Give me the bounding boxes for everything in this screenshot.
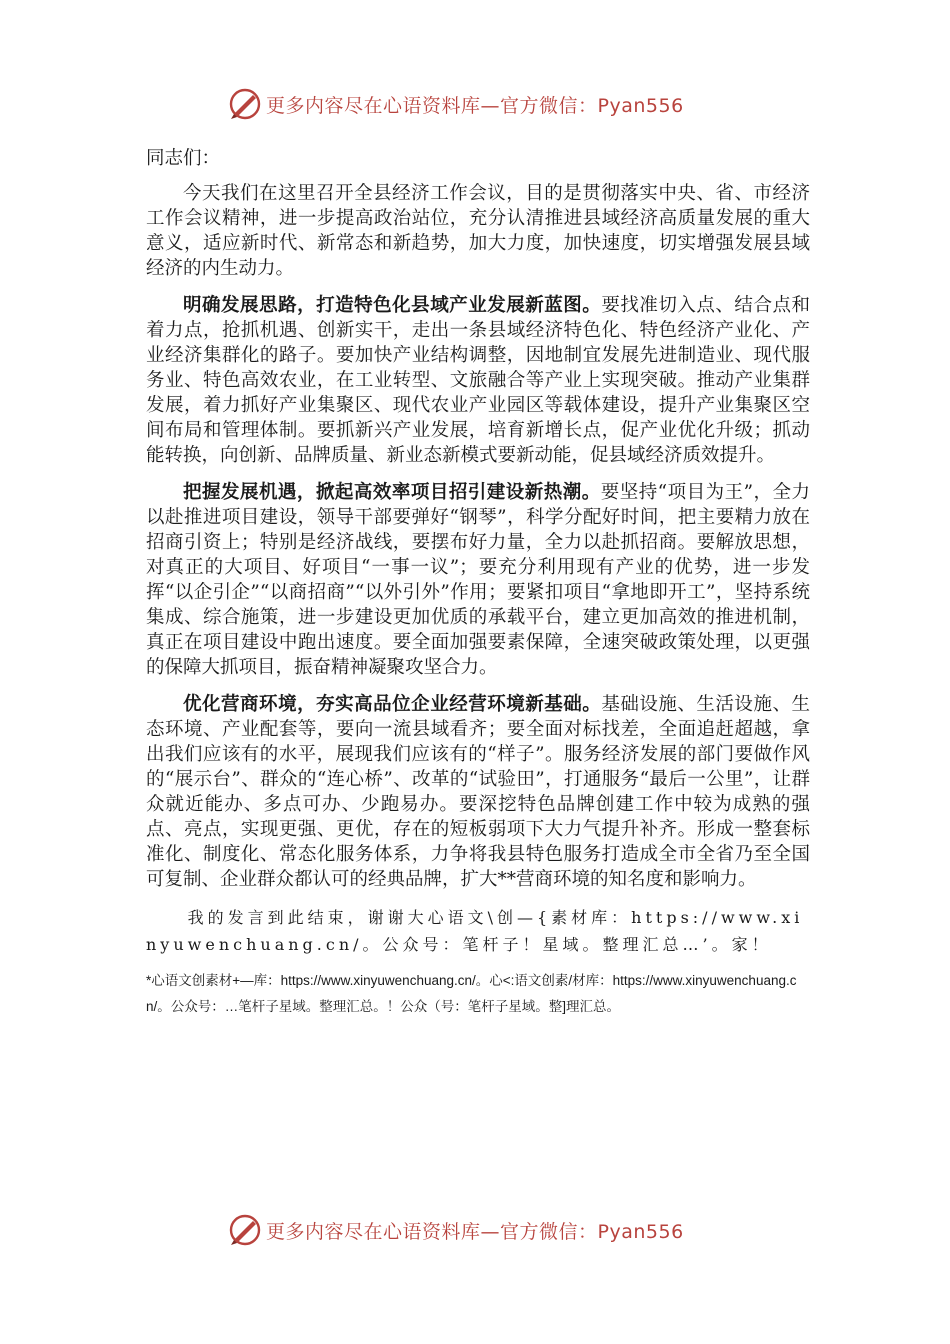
header-banner: [228, 86, 728, 122]
intro-paragraph: 今天我们在这里召开全县经济工作会议，目的是贯彻落实中央、省、市经济工作会议精神，进一步提高政治站位，充分认清推进县域经济高质量发展的重大意义，适应新时代、新常态和新趋势，加大力度，加快速度，切实增强发展县域经济的内生动力。: [146, 183, 810, 279]
banner-text: 更多内容尽在心语资料库—官方微信：Pyan556: [266, 94, 684, 117]
footer-banner: [228, 1212, 728, 1248]
section-paragraph: [146, 692, 810, 892]
section-body: 要坚持“项目为王”，全力以赴推进项目建设，领导干部要弹好“钢琴”，科学分配好时间，把主要精力放在招商引资上；特别是经济战线，要摆布好力量，全力以赴抓招商。要解放思想，对真正的大项目、好项目“一事一议”；要充分利用现有产业的优势，进一步发挥“以企引企”“以商招商”“以外引外”作用；要紧扣项目“拿地即开工”，坚持系统集成、综合施策，进一步建设更加优质的承载平台，建立更加高效的推进机制，真正在项目建设中跑出速度。要全面加强要素保障，全速突破政策处理，以更强的保障大抓项目，振奋精神凝聚攻坚合力。: [146, 482, 810, 678]
section-heading: 优化营商环境，夯实高品位企业经营环境新基础。: [183, 694, 602, 715]
document-body: [146, 146, 810, 1020]
salutation: 同志们：: [146, 148, 221, 169]
section-body: 基础设施、生活设施、生态环境、产业配套等，要向一流县域看齐；要全面对标找差，全面追赶超越，拿出我们应该有的水平，展现我们应该有的“样子”。服务经济发展的部门要做作风的“展示台”、群众的“连心桥”、改革的“试验田”，打通服务“最后一公里”，让群众就近能办、多点可办、少跑易办。要深挖特色品牌创建工作中较为成熟的强点、亮点，实现更强、更优，存在的短板弱项下大力气提升补齐。形成一整套标准化、制度化、常态化服务体系，力争将我县特色服务打造成全市全省乃至全国可复制、企业群众都认可的经典品牌，扩大**营商环境的知名度和影响力。: [146, 694, 810, 890]
footnote: *心语文创素材+—库：https://www.xinyuwenchuang.cn/。心<:语文创素/材库：https://www.xinyuwenchuang.cn/。公众号：…笔杆子星域。整理汇总。！公众（号：笔杆子星域。整]理汇总。: [146, 973, 797, 1014]
pen-brush-logo-icon: [228, 87, 262, 121]
section-paragraph: [146, 293, 810, 468]
section-paragraph: [146, 480, 810, 680]
closing-line: 我的发言到此结束，谢谢大心语文\创—{素材库：https://www.xinyuwenchuang.cn/。公众号：笔杆子！星域。整理汇总…’。家！: [146, 908, 804, 954]
section-heading: 把握发展机遇，掀起高效率项目招引建设新热潮。: [183, 482, 601, 503]
banner-text: 更多内容尽在心语资料库—官方微信：Pyan556: [266, 1220, 684, 1243]
section-body: 要找准切入点、结合点和着力点，抢抓机遇、创新实干，走出一条县域经济特色化、特色经济产业化、产业经济集群化的路子。要加快产业结构调整，因地制宜发展先进制造业、现代服务业、特色高效农业，在工业转型、文旅融合等产业上实现突破。推动产业集群发展，着力抓好产业集聚区、现代农业产业园区等载体建设，提升产业集聚区空间布局和管理体制。要抓新兴产业发展，培育新增长点，促产业优化升级；抓动能转换，向创新、品牌质量、新业态新模式要新动能，促县域经济质效提升。: [146, 295, 810, 466]
section-heading: 明确发展思路，打造特色化县域产业发展新蓝图。: [183, 295, 602, 316]
pen-brush-logo-icon: [228, 1213, 262, 1247]
